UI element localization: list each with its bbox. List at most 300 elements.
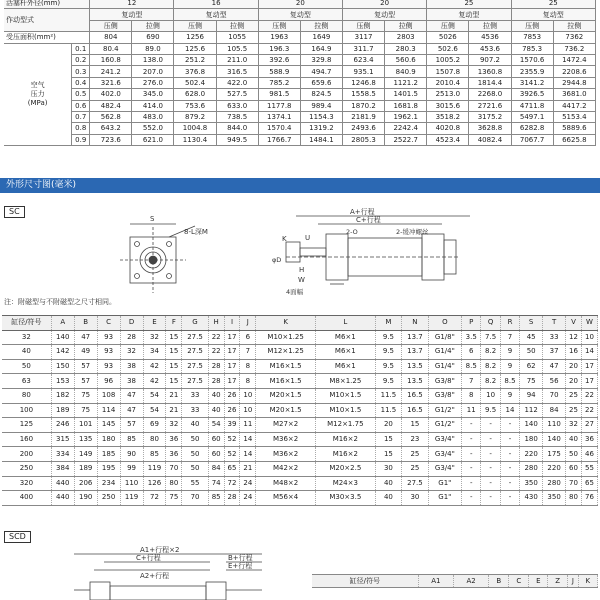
dimension-cell: 440 — [51, 491, 74, 506]
force-value: 3518.2 — [427, 111, 469, 122]
dimension-cell: G1/4" — [428, 345, 461, 360]
sc-tag: SC — [4, 206, 25, 218]
dimension-cell: 45 — [520, 330, 543, 345]
dimension-cell: M36×2 — [256, 432, 316, 447]
action-type: 复动型 — [258, 9, 342, 20]
dimension-cell: 142 — [51, 345, 74, 360]
dimension-header-cell: C — [97, 316, 120, 331]
dimension-cell: 234 — [97, 476, 120, 491]
dimension-rows — [2, 330, 598, 505]
dimension-cell: 33 — [182, 388, 208, 403]
dimension-cell: 8.5 — [500, 374, 519, 389]
dimension-cell: 22 — [208, 330, 224, 345]
dimension-cell: 36 — [581, 432, 597, 447]
dimension-cell: 14 — [581, 345, 597, 360]
force-value: 196.3 — [258, 43, 300, 54]
dimension-cell: 135 — [74, 432, 97, 447]
force-value: 6282.8 — [511, 123, 553, 134]
dimension-cell: 54 — [208, 418, 224, 433]
force-value: 1558.5 — [342, 89, 384, 100]
dimension-cell: 182 — [51, 388, 74, 403]
dimension-cell: - — [481, 447, 500, 462]
dimension-cell: 46 — [581, 447, 597, 462]
dimension-cell: M20×2.5 — [315, 461, 375, 476]
dimension-cell: M16×1.5 — [256, 374, 316, 389]
dimension-cell: 27 — [581, 418, 597, 433]
dimension-cell: 36 — [166, 432, 182, 447]
push-side-label: 压侧 — [342, 20, 384, 31]
force-value: 3681.0 — [553, 89, 595, 100]
dimension-cell: 72 — [143, 491, 166, 506]
force-value: 643.2 — [90, 123, 132, 134]
bore-size-cell: 40 — [2, 345, 51, 360]
force-value: 453.6 — [469, 43, 511, 54]
dimension-cell: 108 — [97, 388, 120, 403]
force-value: 3926.5 — [511, 89, 553, 100]
dimension-cell: 17 — [581, 374, 597, 389]
force-value: 3141.2 — [511, 77, 553, 88]
dimension-cell: 20 — [566, 359, 582, 374]
dimension-cell: 65 — [581, 476, 597, 491]
action-type: 复动型 — [342, 9, 426, 20]
dimension-cell: 69 — [143, 418, 166, 433]
dimension-cell: M10×1.25 — [256, 330, 316, 345]
dimension-cell: 10 — [240, 388, 256, 403]
force-value: 981.5 — [258, 89, 300, 100]
bore-value: 20 — [258, 0, 342, 9]
dimension-cell: 3.5 — [462, 330, 481, 345]
dimension-cell: 50 — [182, 461, 208, 476]
bore-size-cell: 320 — [2, 476, 51, 491]
dimension-cell: 17 — [224, 374, 240, 389]
dimension-cell: 55 — [182, 476, 208, 491]
dimension-cell: 175 — [543, 447, 566, 462]
dimension-cell: 315 — [51, 432, 74, 447]
force-row — [4, 100, 596, 111]
dimension-cell: 150 — [51, 359, 74, 374]
dimension-cell: 16.5 — [402, 403, 428, 418]
force-value: 1360.8 — [469, 66, 511, 77]
dimension-cell: 80 — [143, 432, 166, 447]
area-value: 690 — [132, 32, 174, 43]
dimension-cell: 50 — [520, 345, 543, 360]
dimension-cell: 110 — [120, 476, 143, 491]
dimension-cell: 180 — [520, 432, 543, 447]
dimension-header-row — [2, 316, 598, 331]
scd-header-cell: E — [529, 575, 548, 588]
force-value: 164.9 — [300, 43, 342, 54]
dimension-cell: 9.5 — [481, 403, 500, 418]
area-row-label: 受压面积(mm²) — [4, 32, 90, 43]
dimension-cell: 38 — [120, 374, 143, 389]
dimension-cell: M16×2 — [315, 447, 375, 462]
dimension-cell: 39 — [224, 418, 240, 433]
force-value: 7067.7 — [511, 134, 553, 145]
dimension-cell: 27.5 — [182, 374, 208, 389]
dimension-cell: - — [462, 418, 481, 433]
scd-drawing — [0, 540, 310, 600]
dimension-cell: 70 — [566, 476, 582, 491]
force-row — [4, 111, 596, 122]
bore-value: 25 — [511, 0, 595, 9]
dimension-cell: 280 — [543, 476, 566, 491]
dimension-cell: 93 — [97, 359, 120, 374]
dimension-cell: 15 — [166, 330, 182, 345]
dimension-cell: 75 — [74, 403, 97, 418]
dimension-cell: 185 — [97, 447, 120, 462]
bore-value: 25 — [427, 0, 511, 9]
dimension-cell: 20 — [375, 418, 401, 433]
force-value: 659.6 — [300, 77, 342, 88]
force-value: 2268.0 — [469, 89, 511, 100]
dimension-row — [2, 374, 598, 389]
dimension-cell: - — [462, 476, 481, 491]
dimension-cell: 10 — [240, 403, 256, 418]
dimension-cell: 15 — [402, 418, 428, 433]
dimension-cell: 15 — [375, 447, 401, 462]
force-value: 311.7 — [342, 43, 384, 54]
sc-label-u: U — [305, 234, 311, 242]
dimension-cell: 99 — [120, 461, 143, 476]
scd-header-cell: 缸径/符号 — [312, 575, 418, 588]
dimension-header-cell: I — [224, 316, 240, 331]
dimension-cell: G1/2" — [428, 403, 461, 418]
force-value: 1177.8 — [258, 100, 300, 111]
dimension-cell: - — [481, 432, 500, 447]
dimension-cell: 75 — [520, 374, 543, 389]
scd-label-b: B+行程 — [228, 554, 253, 562]
dimension-cell: 119 — [143, 461, 166, 476]
dimension-cell: 28 — [208, 359, 224, 374]
dimension-cell: 47 — [543, 359, 566, 374]
dimension-cell: 153 — [51, 374, 74, 389]
dimension-header-cell: D — [120, 316, 143, 331]
force-value: 280.3 — [385, 43, 427, 54]
bore-row-label: 活塞杆外径(mm) — [4, 0, 90, 9]
pressure-value: 0.2 — [72, 54, 90, 65]
action-row — [4, 9, 596, 20]
push-side-label: 压侧 — [427, 20, 469, 31]
dimension-cell: G1/4" — [428, 359, 461, 374]
dimension-cell: 30 — [402, 491, 428, 506]
force-value: 753.6 — [174, 100, 216, 111]
dimension-cell: - — [500, 432, 519, 447]
sc-label-phi-d: φD — [272, 256, 282, 264]
force-value: 1472.4 — [553, 54, 595, 65]
dimension-cell: G3/4" — [428, 447, 461, 462]
section-title: 外形尺寸图(毫米) — [0, 178, 600, 193]
dimension-cell: - — [500, 476, 519, 491]
dimension-cell: 25 — [566, 403, 582, 418]
dimension-cell: M20×1.5 — [256, 403, 316, 418]
bore-value: 20 — [342, 0, 426, 9]
force-value: 241.2 — [90, 66, 132, 77]
force-row — [4, 77, 596, 88]
dimension-cell: M48×2 — [256, 476, 316, 491]
dimension-cell: 50 — [566, 447, 582, 462]
dimension-row — [2, 432, 598, 447]
dimension-cell: 47 — [120, 403, 143, 418]
dimension-cell: 40 — [375, 491, 401, 506]
dimension-cell: 70 — [182, 491, 208, 506]
force-value: 1681.8 — [385, 100, 427, 111]
force-value: 329.8 — [300, 54, 342, 65]
dimension-cell: 30 — [375, 461, 401, 476]
force-value: 1814.4 — [469, 77, 511, 88]
dimension-cell: - — [481, 461, 500, 476]
area-value: 2803 — [385, 32, 427, 43]
note-text: 注：附磁型与不附磁型之尺寸相同。 — [4, 298, 116, 306]
dimension-cell: 14 — [240, 447, 256, 462]
sc-label-buffer: 2-缓冲螺丝 — [396, 228, 429, 236]
scd-header-cell: Z — [548, 575, 568, 588]
dimension-header-cell: P — [462, 316, 481, 331]
dimension-cell: 8.2 — [481, 374, 500, 389]
sc-label-c: C+行程 — [356, 216, 381, 224]
dimension-cell: 50 — [182, 447, 208, 462]
force-value: 4417.2 — [553, 100, 595, 111]
dimension-cell: 85 — [120, 432, 143, 447]
pressure-value: 0.6 — [72, 100, 90, 111]
scd-header-cell: B — [489, 575, 509, 588]
force-value: 1130.4 — [174, 134, 216, 145]
dimension-cell: - — [481, 491, 500, 506]
dimension-cell: 36 — [166, 447, 182, 462]
force-value: 3175.2 — [469, 111, 511, 122]
dimension-cell: 8.2 — [481, 345, 500, 360]
dimension-cell: M10×1.5 — [315, 388, 375, 403]
dimension-cell: M20×1.5 — [256, 388, 316, 403]
dimension-cell: 9.5 — [375, 345, 401, 360]
force-value: 1507.8 — [427, 66, 469, 77]
force-value: 562.8 — [90, 111, 132, 122]
area-value: 7362 — [553, 32, 595, 43]
dimension-header-cell: N — [402, 316, 428, 331]
force-value: 2805.3 — [342, 134, 384, 145]
force-value: 2010.4 — [427, 77, 469, 88]
force-rows — [4, 43, 596, 146]
dimension-header-cell: S — [520, 316, 543, 331]
dimension-header-cell: G — [182, 316, 208, 331]
pressure-label-line: 压力 — [30, 89, 45, 98]
dimension-cell: 47 — [120, 388, 143, 403]
push-side-label: 压侧 — [511, 20, 553, 31]
force-row — [4, 54, 596, 65]
dimension-cell: 93 — [97, 345, 120, 360]
force-value: 4082.4 — [469, 134, 511, 145]
dimension-cell: 10 — [481, 388, 500, 403]
force-value: 502.6 — [427, 43, 469, 54]
force-value: 1766.7 — [258, 134, 300, 145]
dimension-cell: M6×1 — [315, 330, 375, 345]
dimension-header-cell: J — [240, 316, 256, 331]
force-value: 628.0 — [174, 89, 216, 100]
force-value: 5497.1 — [511, 111, 553, 122]
dimension-cell: 25 — [402, 461, 428, 476]
action-type: 复动型 — [427, 9, 511, 20]
dimension-cell: 28 — [224, 491, 240, 506]
dimension-cell: 114 — [97, 403, 120, 418]
dimension-cell: 15 — [166, 345, 182, 360]
dimension-header-cell: Q — [481, 316, 500, 331]
force-value: 392.6 — [258, 54, 300, 65]
dimension-cell: 15 — [166, 359, 182, 374]
dimension-header-cell: E — [143, 316, 166, 331]
bore-size-cell: 50 — [2, 359, 51, 374]
force-value: 80.4 — [90, 43, 132, 54]
sc-label-k: K — [282, 235, 287, 243]
dimension-cell: 74 — [208, 476, 224, 491]
pressure-label-line: 空气 — [30, 80, 45, 89]
dimension-cell: 57 — [120, 418, 143, 433]
force-value: 1570.6 — [511, 54, 553, 65]
sc-label-phi-o: 2-O — [346, 228, 358, 236]
area-value: 4536 — [469, 32, 511, 43]
dimension-cell: - — [481, 476, 500, 491]
scd-header-cell: A2 — [453, 575, 488, 588]
pressure-label — [4, 43, 72, 146]
dimension-cell: M27×2 — [256, 418, 316, 433]
dimension-row — [2, 345, 598, 360]
dimension-cell: 22 — [208, 345, 224, 360]
dimension-cell: 76 — [581, 491, 597, 506]
bore-size-cell: 100 — [2, 403, 51, 418]
force-value: 402.0 — [90, 89, 132, 100]
force-value: 494.7 — [300, 66, 342, 77]
dimension-cell: 32 — [166, 418, 182, 433]
pressure-label-line: (MPa) — [27, 98, 48, 107]
force-value: 2513.0 — [427, 89, 469, 100]
dimension-cell: 94 — [520, 388, 543, 403]
force-value: 1319.2 — [300, 123, 342, 134]
pull-side-label: 拉侧 — [385, 20, 427, 31]
dimension-cell: 17 — [224, 359, 240, 374]
force-value: 5889.6 — [553, 123, 595, 134]
area-value: 5026 — [427, 32, 469, 43]
dimension-header-cell: M — [375, 316, 401, 331]
dimension-cell: M12×1.75 — [315, 418, 375, 433]
dimension-cell: 7 — [240, 345, 256, 360]
scd-header-cell: J — [568, 575, 579, 588]
sc-label-h: H — [299, 266, 305, 274]
force-value: 2181.9 — [342, 111, 384, 122]
dimension-cell: 25 — [402, 447, 428, 462]
dimension-cell: 25 — [566, 388, 582, 403]
area-value: 1055 — [216, 32, 258, 43]
dimension-row — [2, 418, 598, 433]
force-value: 160.8 — [90, 54, 132, 65]
bore-size-cell: 250 — [2, 461, 51, 476]
area-value: 804 — [90, 32, 132, 43]
dimension-cell: 13.5 — [402, 359, 428, 374]
pull-side-label: 拉侧 — [553, 20, 595, 31]
dimension-cell: 22 — [581, 388, 597, 403]
force-value: 125.6 — [174, 43, 216, 54]
dimension-cell: 13.7 — [402, 330, 428, 345]
force-value: 2721.6 — [469, 100, 511, 111]
pressure-value: 0.4 — [72, 77, 90, 88]
sc-label-flats: 4面幅 — [286, 288, 304, 296]
dimension-cell: 440 — [51, 476, 74, 491]
dimension-cell: 40 — [375, 476, 401, 491]
bore-value: 16 — [174, 0, 258, 9]
force-value: 1374.1 — [258, 111, 300, 122]
dimension-cell: 26 — [224, 403, 240, 418]
dimension-cell: 6 — [240, 330, 256, 345]
dimension-cell: 22 — [581, 403, 597, 418]
force-value: 621.0 — [132, 134, 174, 145]
dimension-header-cell: V — [566, 316, 582, 331]
dimension-header-cell: R — [500, 316, 519, 331]
dimension-cell: 20 — [566, 374, 582, 389]
dimension-cell: 32 — [143, 330, 166, 345]
dimension-cell: 246 — [51, 418, 74, 433]
force-value: 316.5 — [216, 66, 258, 77]
dimension-cell: 54 — [143, 403, 166, 418]
force-value: 2944.8 — [553, 77, 595, 88]
force-value: 2355.9 — [511, 66, 553, 77]
dimension-cell: 55 — [581, 461, 597, 476]
pressure-value: 0.1 — [72, 43, 90, 54]
force-value: 345.0 — [132, 89, 174, 100]
force-value: 2242.4 — [385, 123, 427, 134]
dimension-cell: 80 — [566, 491, 582, 506]
dimension-cell: M30×3.5 — [315, 491, 375, 506]
scd-header-cell: A1 — [418, 575, 453, 588]
dimension-cell: 250 — [97, 491, 120, 506]
force-value: 3628.8 — [469, 123, 511, 134]
dimension-header-cell: W — [581, 316, 597, 331]
force-value: 527.5 — [216, 89, 258, 100]
area-value: 1649 — [300, 32, 342, 43]
action-type: 复动型 — [511, 9, 595, 20]
dimension-cell: 47 — [74, 330, 97, 345]
dimension-cell: 90 — [120, 447, 143, 462]
sc-side-view — [286, 216, 470, 284]
dimension-cell: 16.5 — [402, 388, 428, 403]
dimension-cell: M10×1.5 — [315, 403, 375, 418]
force-value: 785.2 — [258, 77, 300, 88]
dimension-cell: 21 — [240, 461, 256, 476]
dimension-header-cell: 缸径/符号 — [2, 316, 51, 331]
bore-size-cell: 125 — [2, 418, 51, 433]
dimension-cell: 220 — [520, 447, 543, 462]
dimension-cell: 17 — [224, 345, 240, 360]
dimension-table — [2, 315, 598, 506]
dimension-cell: 70 — [543, 388, 566, 403]
dimension-cell: 189 — [74, 461, 97, 476]
dimension-cell: 27.5 — [182, 330, 208, 345]
dimension-cell: 11 — [240, 418, 256, 433]
dimension-header-cell: A — [51, 316, 74, 331]
force-value: 840.9 — [385, 66, 427, 77]
dimension-cell: 334 — [51, 447, 74, 462]
scd-label-a2: A2+行程 — [140, 572, 170, 580]
bore-size-cell: 400 — [2, 491, 51, 506]
dimension-cell: 15 — [375, 432, 401, 447]
dimension-cell: 60 — [208, 432, 224, 447]
force-value: 207.0 — [132, 66, 174, 77]
pressure-force-table — [4, 0, 596, 146]
dimension-cell: 9 — [500, 388, 519, 403]
force-row — [4, 134, 596, 145]
force-value: 211.0 — [216, 54, 258, 65]
push-side-label: 压侧 — [90, 20, 132, 31]
force-row — [4, 43, 596, 54]
force-value: 879.2 — [174, 111, 216, 122]
dimension-cell: G1/8" — [428, 330, 461, 345]
action-type: 复动型 — [90, 9, 174, 20]
